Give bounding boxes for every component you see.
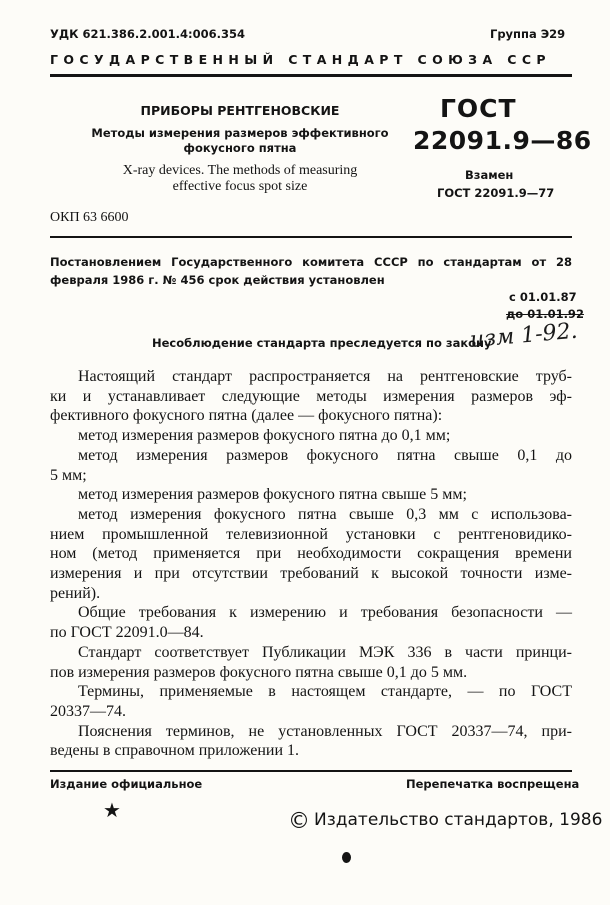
valid-to-date: до 01.01.92 xyxy=(506,307,584,321)
body-line: ки и устанавливает следующие методы измерения размеров эф- xyxy=(50,387,572,405)
group-code: Группа Э29 xyxy=(490,27,566,41)
handwritten-note: изм 1-92. xyxy=(468,318,579,353)
body-line: 20337—74. xyxy=(50,702,126,720)
body-line: Термины, применяемые в настоящем стандарте, — по ГОСТ xyxy=(78,683,572,701)
body-line: пов измерения размеров фокусного пятна свыше 0,1 до 5 мм. xyxy=(50,663,468,681)
star-icon: ★ xyxy=(103,800,121,822)
copyright-icon: © xyxy=(288,809,310,834)
document-subtitle: Методы измерения размеров эффективного фокусного пятна xyxy=(91,126,389,155)
legal-notice: Несоблюдение стандарта преследуется по закону xyxy=(152,336,492,350)
valid-from-date: с 01.01.87 xyxy=(509,290,577,304)
body-line: нием промышленной телевизионной установки с рентгеновидико- xyxy=(50,525,572,543)
body-line: ведены в справочном приложении 1. xyxy=(50,742,300,760)
body-line: метод измерения размеров фокусного пятна свыше 5 мм; xyxy=(78,486,467,504)
body-line: Общие требования к измерению и требования безопасности — xyxy=(78,604,572,622)
replaces-value: ГОСТ 22091.9—77 xyxy=(437,186,555,200)
body-line: Настоящий стандарт распространяется на рентгеновские труб- xyxy=(78,368,572,385)
body-line: Пояснения терминов, не установленных ГОСТ 20337—74, при- xyxy=(78,722,572,740)
document-title: ПРИБОРЫ РЕНТГЕНОВСКИЕ xyxy=(140,103,340,118)
gost-number: 22091.9—86 xyxy=(413,126,592,155)
official-edition-label: Издание официальное xyxy=(50,777,203,791)
publisher-line: Издательство стандартов, 1986 xyxy=(314,810,603,830)
body-line: измерения и при отсутствии требований к высокой точности изме- xyxy=(50,565,572,583)
body-line: 5 мм; xyxy=(50,466,87,484)
middle-rule-divider xyxy=(50,236,572,238)
dot-mark xyxy=(342,852,351,863)
decree-text: Постановлением Государственного комитета СССР по стандартам от 28 февраля 1986 г. № 456 срок действия установлен xyxy=(50,255,572,287)
body-line: метод измерения фокусного пятна свыше 0,3 мм с использова- xyxy=(78,505,572,523)
state-standard-banner: ГОСУДАРСТВЕННЫЙ СТАНДАРТ СОЮЗА ССР xyxy=(50,52,551,67)
body-line: метод измерения размеров фокусного пятна до 0,1 мм; xyxy=(78,427,451,445)
replaces-label: Взамен xyxy=(465,168,514,182)
okp-code: ОКП 63 6600 xyxy=(50,210,129,225)
body-line: ном (метод применяется при необходимости сокращения времени xyxy=(50,545,572,563)
english-title: X-ray devices. The methods of measuring effective focus spot size xyxy=(122,163,358,194)
body-text xyxy=(50,367,572,761)
gost-label: ГОСТ xyxy=(440,94,517,123)
body-line: рений). xyxy=(50,584,101,602)
body-line: Стандарт соответствует Публикации МЭК 336 в части принци- xyxy=(78,643,572,661)
body-line: фективного фокусного пятна (далее — фокусного пятна): xyxy=(50,407,443,425)
body-line: метод измерения размеров фокусного пятна свыше 0,1 до xyxy=(78,446,572,464)
top-rule-divider xyxy=(50,74,572,77)
body-line: по ГОСТ 22091.0—84. xyxy=(50,624,204,642)
reprint-prohibited-label: Перепечатка воспрещена xyxy=(406,777,580,791)
bottom-rule-divider xyxy=(50,770,572,772)
udc-code: УДК 621.386.2.001.4:006.354 xyxy=(50,27,245,41)
